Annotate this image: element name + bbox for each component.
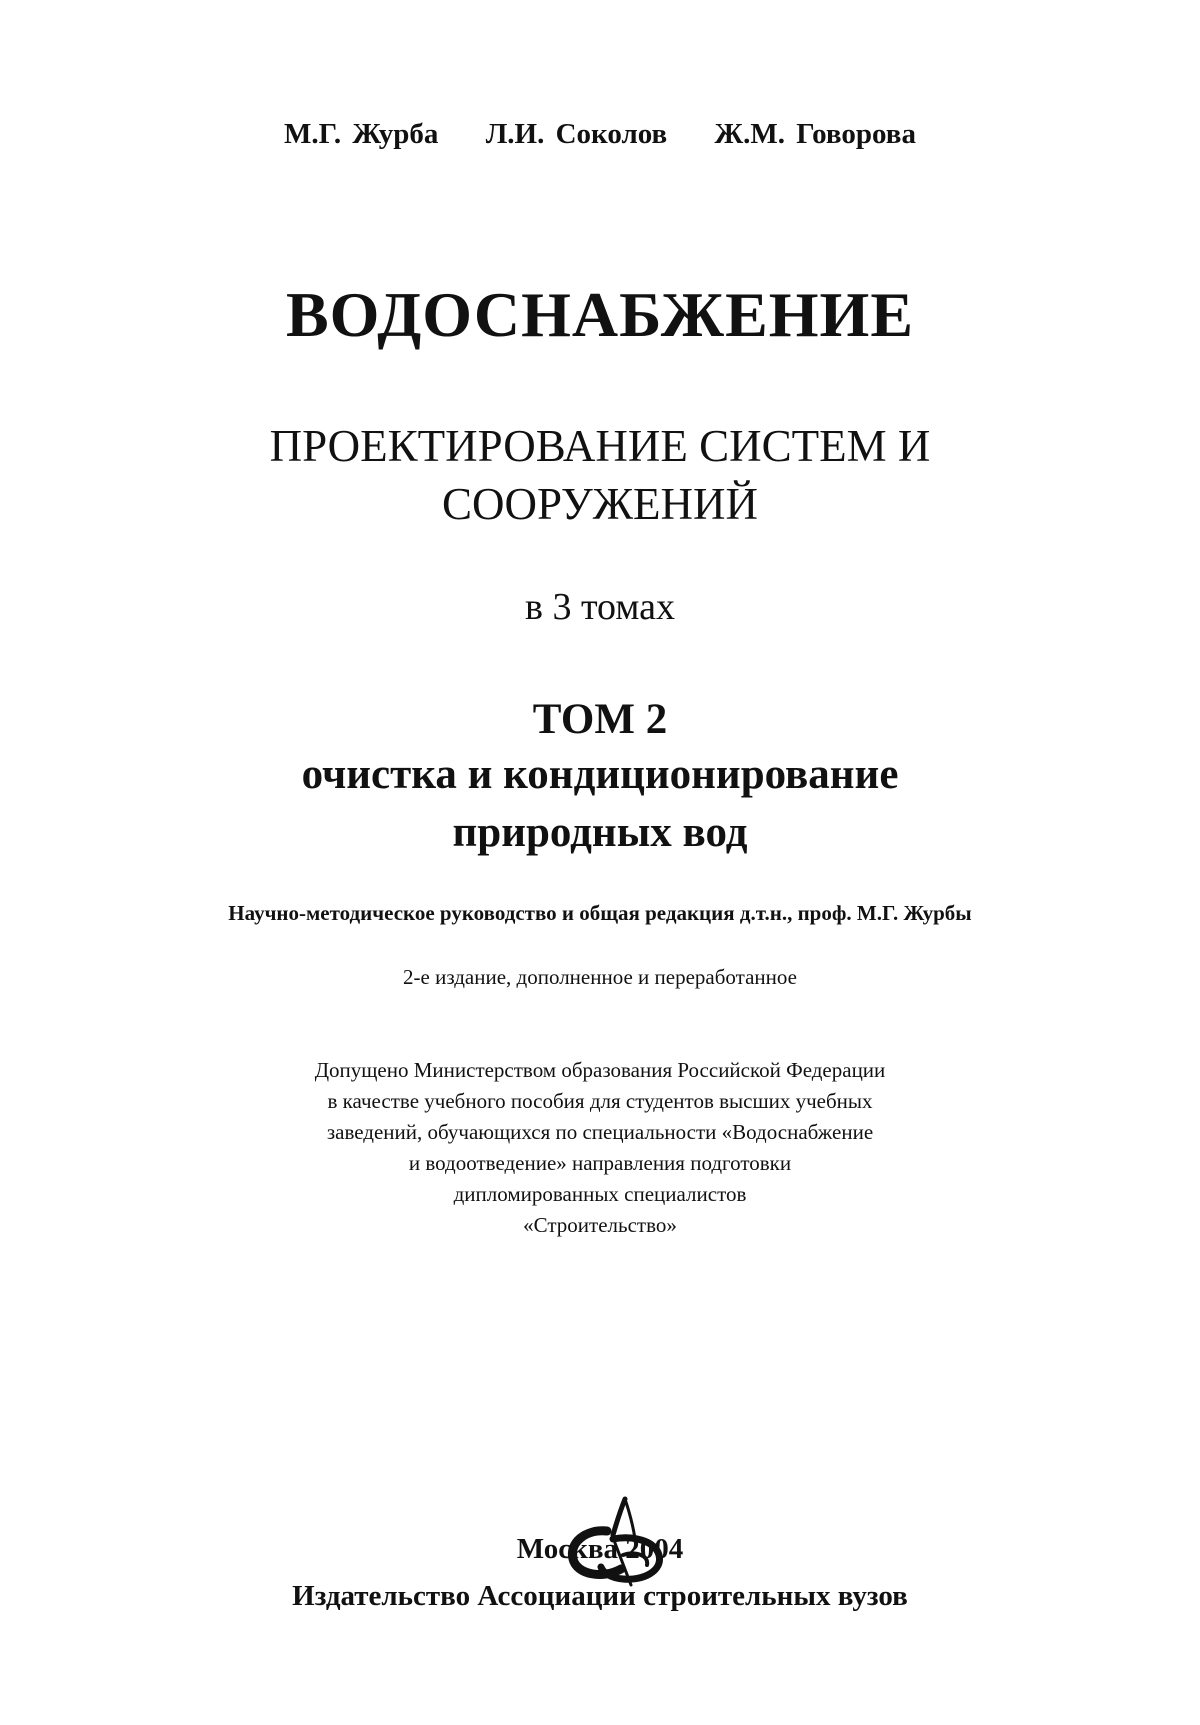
approval-statement — [0, 1055, 1200, 1241]
volume-name-line-2: природных вод — [452, 809, 748, 856]
approval-line: дипломированных специалистов — [453, 1182, 747, 1206]
volumes-count: в 3 томах — [525, 586, 675, 628]
editor-note: Научно-методическое руководство и общая редакция д.т.н., проф. М.Г. Журбы — [228, 901, 972, 925]
subtitle-line-1: ПРОЕКТИРОВАНИЕ СИСТЕМ И — [269, 421, 931, 471]
volume-name-line-1: очистка и кондиционирование — [301, 751, 899, 798]
authors — [0, 118, 1200, 151]
imprint-publisher: Издательство Ассоциации строительных вузов — [292, 1580, 908, 1612]
volume-label: ТОМ 2 — [532, 696, 668, 743]
author-3: Ж.М. Говорова — [714, 118, 916, 150]
subtitle-line-2: СООРУЖЕНИЙ — [441, 479, 759, 529]
author-1: М.Г. Журба — [284, 118, 439, 150]
approval-line: «Строительство» — [523, 1213, 677, 1237]
approval-line: заведений, обучающихся по специальности «Водоснабжение — [326, 1120, 874, 1144]
imprint-city-year: Москва 2004 — [516, 1533, 684, 1565]
edition-note: 2-е издание, дополненное и переработанное — [403, 965, 797, 989]
approval-line: в качестве учебного пособия для студентов высших учебных — [327, 1089, 873, 1113]
author-2: Л.И. Соколов — [485, 118, 668, 150]
approval-line: и водоотведение» направления подготовки — [408, 1151, 792, 1175]
approval-line: Допущено Министерством образования Российской Федерации — [314, 1058, 886, 1082]
book-title: ВОДОСНАБЖЕНИЕ — [285, 279, 915, 350]
